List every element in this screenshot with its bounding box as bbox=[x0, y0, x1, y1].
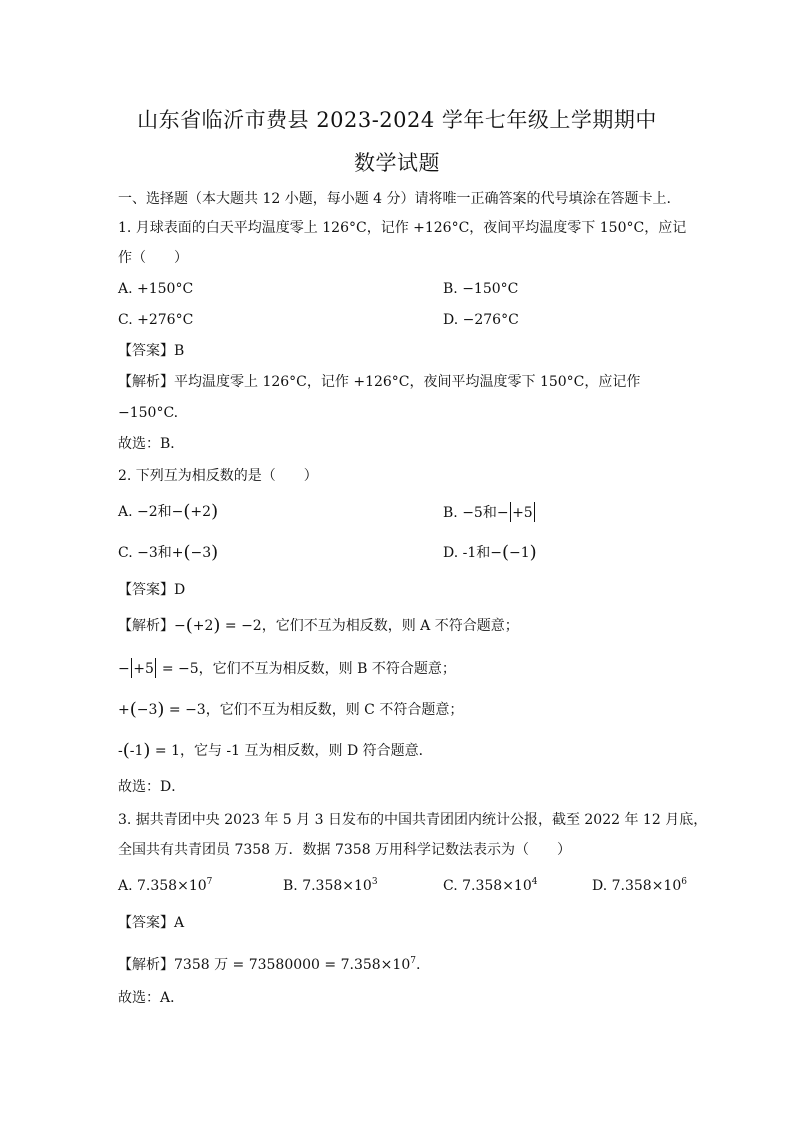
q2-option-a-prefix: A. −2和− bbox=[118, 504, 184, 520]
q3-option-b bbox=[283, 872, 378, 896]
left-paren: ( bbox=[502, 542, 510, 563]
q1-stem-line1: 1. 月球表面的白天平均温度零上 126°C，记作 +126°C，夜间平均温度零下 150°C，应记 bbox=[118, 220, 687, 236]
left-paren: ( bbox=[185, 615, 193, 636]
abs-bar bbox=[534, 502, 536, 522]
q3-option-c bbox=[443, 872, 537, 896]
q2-a3-inner: −3 bbox=[136, 702, 158, 718]
q1-conclusion: 故选：B． bbox=[118, 436, 185, 452]
q2-a4-eq: = 1 bbox=[150, 743, 180, 759]
right-paren: ) bbox=[211, 542, 219, 563]
q2-option-c-prefix: C. −3和+ bbox=[118, 545, 184, 561]
right-paren: ) bbox=[213, 615, 221, 636]
q3-option-d-exp: 6 bbox=[681, 877, 687, 887]
abs-bar bbox=[131, 658, 133, 678]
q2-analysis-4 bbox=[118, 741, 433, 761]
q2-option-b-inner: +5 bbox=[512, 505, 533, 521]
q2-option-c-inner: −3 bbox=[190, 545, 212, 561]
q3-option-b-base: B. 7.358×10 bbox=[283, 878, 372, 894]
q2-a1-inner: +2 bbox=[192, 618, 214, 634]
left-paren: ( bbox=[122, 740, 130, 761]
q3-conclusion: 故选：A． bbox=[118, 990, 185, 1006]
q2-a2-text: ，它们不互为相反数，则 B 不符合题意； bbox=[198, 661, 456, 677]
q2-a4-inner: -1 bbox=[129, 743, 144, 759]
q2-a2-inner: +5 bbox=[133, 661, 154, 677]
q2-answer: 【答案】D bbox=[118, 582, 186, 598]
q2-analysis-2 bbox=[118, 658, 456, 679]
q2-analysis-3 bbox=[118, 700, 463, 720]
q2-a2-prefix: − bbox=[118, 661, 130, 677]
section-heading: 一、选择题（本大题共 12 小题，每小题 4 分）请将唯一正确答案的代号填涂在答题卡上. bbox=[118, 191, 671, 207]
q3-option-a-exp: 7 bbox=[206, 877, 213, 887]
q2-a3-text: ，它们不互为相反数，则 C 不符合题意； bbox=[205, 702, 464, 718]
q2-conclusion: 故选：D． bbox=[118, 779, 186, 795]
q3-analysis bbox=[118, 951, 420, 975]
q3-option-b-exp: 3 bbox=[371, 877, 378, 887]
q1-option-c: C. +276°C bbox=[118, 312, 194, 328]
q3-option-c-base: C. 7.358×10 bbox=[443, 878, 532, 894]
q3-option-c-exp: 4 bbox=[531, 877, 538, 887]
exam-subtitle: 数学试题 bbox=[354, 151, 440, 175]
right-paren: ) bbox=[529, 542, 537, 563]
q2-option-b bbox=[443, 502, 536, 523]
q3-stem-line1: 3. 据共青团中央 2023 年 5 月 3 日发布的中国共青团团内统计公报，截至 2022 年 12 月底， bbox=[118, 812, 708, 828]
abs-bar bbox=[510, 502, 512, 522]
q3-analysis-exp: 7 bbox=[410, 956, 416, 966]
q3-stem-line2: 全国共有共青团员 7358 万．数据 7358 万用科学记数法表示为（ ） bbox=[118, 842, 572, 858]
right-paren: ) bbox=[157, 699, 165, 720]
q2-a1-text: ，它们不互为相反数，则 A 不符合题意； bbox=[261, 618, 519, 634]
left-paren: ( bbox=[183, 542, 191, 563]
q2-option-a-inner: +2 bbox=[190, 504, 212, 520]
q3-analysis-suffix: . bbox=[415, 957, 421, 973]
left-paren: ( bbox=[129, 699, 137, 720]
q2-option-b-prefix: B. −5和− bbox=[443, 505, 509, 521]
right-paren: ) bbox=[143, 740, 151, 761]
left-paren: ( bbox=[183, 501, 191, 522]
q2-option-c bbox=[118, 543, 218, 563]
q2-a4-prefix: - bbox=[118, 743, 123, 759]
q3-option-a-base: A. 7.358×10 bbox=[118, 878, 207, 894]
q2-a3-prefix: + bbox=[118, 702, 130, 718]
q1-option-b: B. −150°C bbox=[443, 281, 519, 297]
q3-analysis-prefix: 【解析】7358 万 = 73580000 = 7.358×10 bbox=[118, 957, 411, 973]
q3-answer: 【答案】A bbox=[118, 915, 185, 931]
q3-option-d-base: D. 7.358×10 bbox=[592, 878, 682, 894]
q2-option-a bbox=[118, 502, 218, 522]
q1-option-d: D. −276°C bbox=[443, 312, 519, 328]
q1-analysis-line2: −150°C. bbox=[118, 405, 179, 421]
q1-answer: 【答案】B bbox=[118, 343, 185, 359]
q2-option-d-inner: −1 bbox=[509, 545, 530, 561]
q2-a1-prefix: 【解析】− bbox=[118, 618, 186, 634]
q2-option-d-prefix: D. -1和− bbox=[443, 545, 502, 561]
q2-stem: 2. 下列互为相反数的是（ ） bbox=[118, 468, 318, 484]
q1-option-a: A. +150°C bbox=[118, 281, 194, 297]
q1-stem-line2: 作（ ） bbox=[118, 250, 188, 266]
right-paren: ) bbox=[211, 501, 219, 522]
q2-a4-text: ，它与 -1 互为相反数，则 D 符合题意． bbox=[179, 743, 433, 759]
q1-analysis-line1: 【解析】平均温度零上 126°C，记作 +126°C，夜间平均温度零下 150°C，应记作 bbox=[118, 374, 641, 390]
q2-a2-eq: = −5 bbox=[157, 661, 199, 677]
q2-a1-eq: = −2 bbox=[220, 618, 262, 634]
exam-title: 山东省临沂市费县 2023-2024 学年七年级上学期期中 bbox=[137, 108, 657, 132]
q2-option-d bbox=[443, 543, 537, 563]
q3-option-a bbox=[118, 872, 212, 896]
q2-analysis-1 bbox=[118, 616, 519, 636]
q2-a3-eq: = −3 bbox=[164, 702, 206, 718]
q3-option-d bbox=[592, 872, 687, 896]
